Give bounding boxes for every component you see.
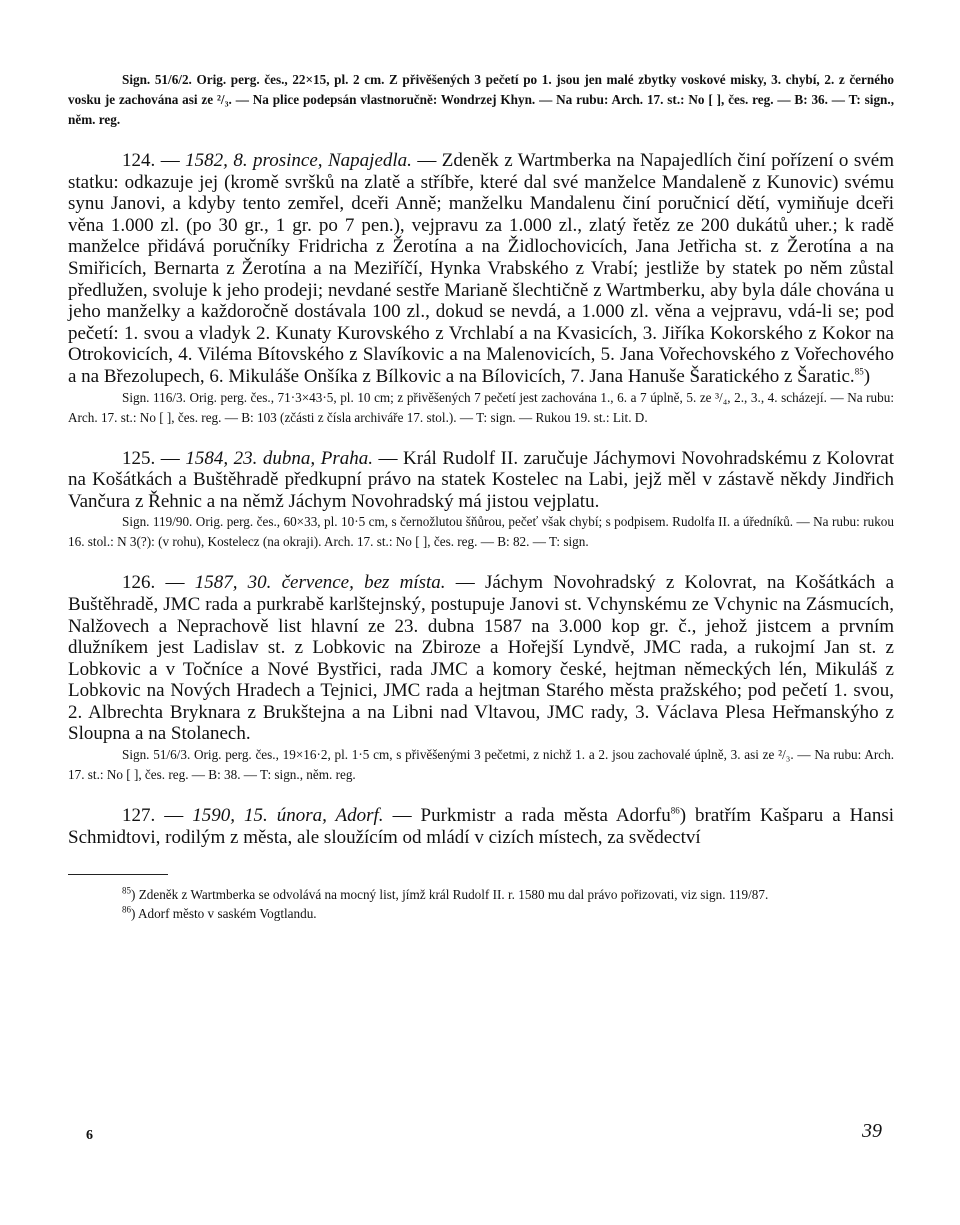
entry-date: 1590, 15. února, Adorf. (192, 805, 384, 827)
footnote-text: ) Zdeněk z Wartmberka se odvolává na mocný list, jímž král Rudolf II. r. 1580 mu dal právo pořizovati, viz sign. 119/87. (131, 887, 769, 903)
footnote-ref: 85 (854, 366, 864, 377)
entry-text-end: ) (863, 365, 871, 387)
footnote-ref: 86 (670, 805, 680, 816)
entry-text: — Jáchym Novohradský z Kolovrat, na Košátkách a Buštěhradě, JMC rada a purkrabě karlštejnský, postupuje Janovi st. Vchynskému ze Vchynic na Zásmucích, Nalžovech a Neprachově list hlavní ze 23. dubna 1587 na 3.000 kop gr. č., jehož jistcem a prvním dlužníkem jest Ladislav st. z Lobkovic na Zbiroze a Hořejší Lyndvě, JMC rada, a rukojmí Jan st. z Lobkovic a v Točníce a Nové Bystřici, rada JMC a komory české, hejtman německých lén, Mikuláš z Lobkovic na Nových Hradech a Tejnici, JMC rada a hejtman Starého města pražského; pod pečetí 1. svou, 2. Albrechta Bryknara z Brukštejna a na Libni nad Vltavou, JMC rady, 3. Václava Plesa Heřmanskýho z Sloupna a na Stolanech. (68, 572, 895, 745)
signature-mark: 6 (86, 1128, 93, 1143)
entry-number: 125. — (122, 447, 180, 469)
entry-text: — Purkmistr a rada města Adorfu (392, 805, 671, 827)
entry-125 (68, 448, 894, 513)
entry-124 (68, 150, 894, 388)
entry-number: 127. — (122, 805, 184, 827)
entry-sign-note: Sign. 51/6/3. Orig. perg. čes., 19×16·2, pl. 1·5 cm, s přivěšenými 3 pečetmi, z nichž 1. a 2. jsou zachovalé úplně, 3. asi ze ²/₃. — Na rubu: Arch. 17. st.: No [ ], čes. reg. — B: 38. — T: sign., něm. reg. (68, 747, 894, 783)
entry-text: — Zdeněk z Wartmberka na Napajedlích činí pořízení o svém statku: odkazuje jej (kromě svršků na zlatě a stříbře, které dal své manželce Mandaleně z Kunovic) svému synu Janovi, a kdyby tento zemřel, dceři Anně; manželku Mandalenu činí poručnicí dětí, vymiňuje dceři věna 1.000 zl. (po 30 gr., 1 gr. po 7 pen.), vejpravu za 1.000 zl., zlatý řetěz ze 200 dukátů uher.; k radě manželce přidává poručníky Fridricha z Žerotína a na Židlochovicích, Jana Jetřicha st. z Žerotína a na Smiřicích, Bernarta z Žerotína a na Meziříčí, Hynka Vrabského z Vrabí; jestliže by statek po něm zůstal předlužen, svoluje k jeho prodeji; nevdané sestře Marianě šlechtičně z Wartmberku, aby byla dále chována u jeho manželky a každoročně dostávala 100 zl., dokud se nevdá, a 1.000 zl. věna a vejpravu, vdá-li se; pod pečetí: 1. svou a vladyk 2. Kunaty Kurovského z Vrchlabí a na Kvasicích, 3. Jiříka Kokorského z Kokor na Otrokovicích, 4. Viléma Bítovského z Slavíkovic a na Malenovicích, 5. Jana Vořechovského z Vořechového a na Březolupech, 6. Mikuláše Onšíka z Bílkovic a na Bílovicích, 7. Jana Hanuše Šaratického z Šaratic. (68, 150, 894, 387)
footnote-divider (68, 874, 168, 875)
entry-sign-note: Sign. 119/90. Orig. perg. čes., 60×33, pl. 10·5 cm, s černožlutou šňůrou, pečeť však chybí; s podpisem. Rudolfa II. a úředníků. — Na rubu: rukou 16. stol.: N 3(?): (v rohu), Kostelecz (na okraji). Arch. 17. st.: No [ ], čes. reg. — B: 82. — T: sign. (68, 514, 894, 550)
page-number: 39 (862, 1120, 882, 1142)
footnote-86 (68, 904, 894, 923)
entry-date: 1584, 23. dubna, Praha. (185, 447, 373, 469)
entry-127 (68, 805, 894, 848)
entry-text-end: ) bratřím Kašparu a Hansi Schmidtovi, rodilým z města, ale sloužícím od mládí v cizích místech, za svědectví (68, 805, 895, 848)
footnote-marker: 85 (122, 885, 131, 896)
entry-number: 124. — (122, 150, 180, 171)
entry-date: 1582, 8. prosince, Napajedla. (185, 150, 412, 171)
entry-text: — Král Rudolf II. zaručuje Jáchymovi Novohradskému z Kolovrat na Košátkách a Buštěhradě předkupní právo na statek Kostelec na Labi, jejž měl v zástavě někdy Jindřich Vančura z Řehnic a na němž Jáchym Novohradský má jistou vejplatu. (68, 447, 895, 512)
footnote-85 (68, 885, 894, 904)
entry-126 (68, 572, 894, 745)
entry-date: 1587, 30. července, bez místa. (194, 572, 446, 594)
entry-sign-note: Sign. 116/3. Orig. perg. čes., 71·3×43·5, pl. 10 cm; z přivěšených 7 pečetí jest zachována 1., 6. a 7 úplně, 5. ze ³/₄, 2., 3., 4. scházejí. — Na rubu: Arch. 17. st.: No [ ], čes. reg. — B: 103 (zčásti z čísla archiváře 17. stol.). — T: sign. — Rukou 19. st.: Lit. D. (68, 389, 894, 425)
entry-number: 126. — (122, 572, 185, 594)
footnote-text: ) Adorf město v saském Vogtlandu. (131, 906, 317, 922)
footnote-marker: 86 (122, 904, 131, 915)
top-sign-note: Sign. 51/6/2. Orig. perg. čes., 22×15, pl. 2 cm. Z přivěšených 3 pečetí po 1. jsou jen malé zbytky voskové misky, 3. chybí, 2. z černého vosku je zachována asi ze ²/₃. — Na plice podepsán vlastnoručně: Wondrzej Khyn. — Na rubu: Arch. 17. st.: No [ ], čes. reg. — B: 36. — T: sign., něm. reg. (68, 72, 894, 127)
page-body (68, 70, 894, 923)
